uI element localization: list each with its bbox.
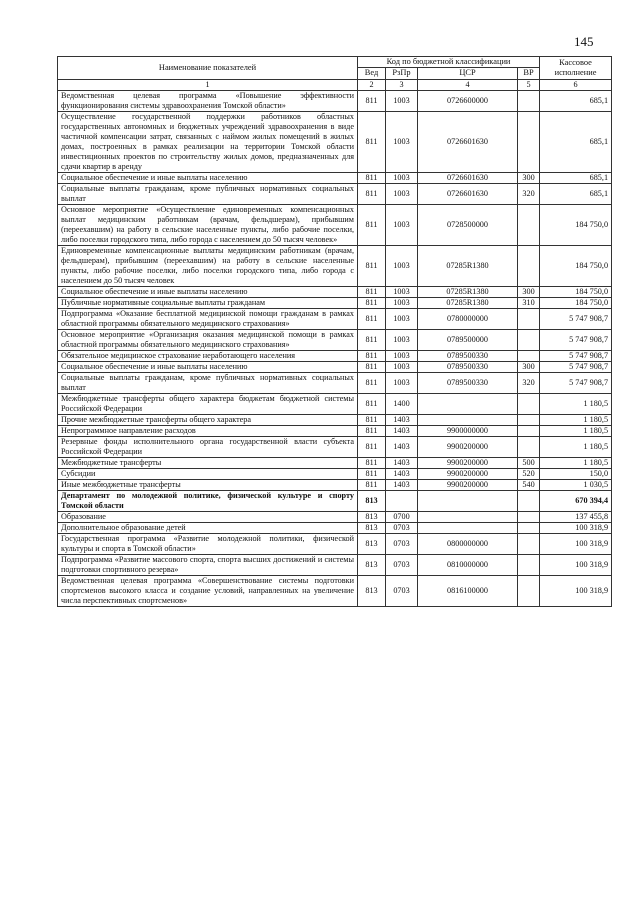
cell-name: Основное мероприятие «Осуществление единовременных компенсационных выплат медицинским работникам (врачам, фельдшерам), прибывшим (переехавшим) на работу в сельские населенные пункты, либо рабочие поселки, либо поселки городского типа, либо города с населением до 50 тысяч человек» <box>58 204 358 245</box>
cell-csr: 0789500000 <box>418 329 518 350</box>
cell-amount: 184 750,0 <box>540 297 612 308</box>
cell-vr <box>518 490 540 511</box>
cell-vr <box>518 393 540 414</box>
cell-rzpr <box>386 490 418 511</box>
cell-ved: 813 <box>358 490 386 511</box>
header-code-group: Код по бюджетной классификации <box>358 57 540 68</box>
cell-amount: 1 180,5 <box>540 425 612 436</box>
cell-csr: 0728500000 <box>418 204 518 245</box>
cell-amount: 100 318,9 <box>540 533 612 554</box>
table-row <box>58 575 612 606</box>
cell-amount: 1 180,5 <box>540 457 612 468</box>
cell-amount: 5 747 908,7 <box>540 350 612 361</box>
cell-amount: 1 030,5 <box>540 479 612 490</box>
cell-rzpr: 0703 <box>386 575 418 606</box>
cell-rzpr: 0700 <box>386 511 418 522</box>
cell-name: Департамент по молодежной политике, физической культуре и спорту Томской области <box>58 490 358 511</box>
cell-csr: 0726601630 <box>418 111 518 172</box>
cell-ved: 811 <box>358 468 386 479</box>
cell-name: Публичные нормативные социальные выплаты гражданам <box>58 297 358 308</box>
cell-ved: 811 <box>358 479 386 490</box>
cell-rzpr: 1003 <box>386 172 418 183</box>
cell-name: Социальное обеспечение и иные выплаты населению <box>58 286 358 297</box>
cell-vr <box>518 329 540 350</box>
cell-csr: 9900200000 <box>418 457 518 468</box>
cell-csr: 0726601630 <box>418 172 518 183</box>
cell-amount: 685,1 <box>540 183 612 204</box>
cell-csr: 9900200000 <box>418 436 518 457</box>
cell-vr <box>518 90 540 111</box>
cell-vr <box>518 414 540 425</box>
table-row <box>58 172 612 183</box>
cell-name: Социальное обеспечение и иные выплаты населению <box>58 172 358 183</box>
table-row <box>58 350 612 361</box>
cell-vr <box>518 245 540 286</box>
cell-ved: 813 <box>358 533 386 554</box>
cell-csr <box>418 414 518 425</box>
cell-vr: 540 <box>518 479 540 490</box>
cell-csr: 07285R1380 <box>418 297 518 308</box>
cell-csr: 0789500330 <box>418 372 518 393</box>
cell-ved: 813 <box>358 554 386 575</box>
cell-name: Субсидии <box>58 468 358 479</box>
cell-csr: 0789500330 <box>418 361 518 372</box>
table-row <box>58 111 612 172</box>
cell-amount: 685,1 <box>540 172 612 183</box>
cell-amount: 5 747 908,7 <box>540 308 612 329</box>
cell-name: Межбюджетные трансферты общего характера бюджетам бюджетной системы Российской Федерации <box>58 393 358 414</box>
cell-vr <box>518 204 540 245</box>
cell-csr <box>418 393 518 414</box>
header-num-1: 1 <box>58 79 358 90</box>
cell-ved: 811 <box>358 172 386 183</box>
cell-amount: 184 750,0 <box>540 245 612 286</box>
cell-ved: 811 <box>358 414 386 425</box>
cell-csr: 9900200000 <box>418 468 518 479</box>
cell-ved: 811 <box>358 329 386 350</box>
cell-name: Социальное обеспечение и иные выплаты населению <box>58 361 358 372</box>
cell-amount: 1 180,5 <box>540 393 612 414</box>
cell-vr <box>518 350 540 361</box>
cell-ved: 813 <box>358 522 386 533</box>
table-row <box>58 329 612 350</box>
cell-vr <box>518 522 540 533</box>
table-row <box>58 425 612 436</box>
cell-vr <box>518 511 540 522</box>
cell-csr: 0780000000 <box>418 308 518 329</box>
cell-name: Единовременные компенсационные выплаты медицинским работникам (врачам, фельдшерам), прибывшим (переехавшим) на работу в сельские населенные пункты, либо рабочие поселки, либо поселки городского типа, либо города с населением до 50 тысяч человек <box>58 245 358 286</box>
cell-csr <box>418 490 518 511</box>
cell-rzpr: 1403 <box>386 468 418 479</box>
cell-rzpr: 1003 <box>386 286 418 297</box>
cell-csr: 0726600000 <box>418 90 518 111</box>
cell-amount: 184 750,0 <box>540 204 612 245</box>
cell-name: Обязательное медицинское страхование неработающего населения <box>58 350 358 361</box>
cell-name: Подпрограмма «Развитие массового спорта, спорта высших достижений и системы подготовки спортивного резерва» <box>58 554 358 575</box>
cell-rzpr: 1003 <box>386 297 418 308</box>
header-num-3: 3 <box>386 79 418 90</box>
cell-amount: 100 318,9 <box>540 554 612 575</box>
table-row <box>58 479 612 490</box>
cell-name: Государственная программа «Развитие молодежной политики, физической культуры и спорта в Томской области» <box>58 533 358 554</box>
cell-ved: 811 <box>358 372 386 393</box>
table-row <box>58 436 612 457</box>
cell-ved: 811 <box>358 183 386 204</box>
cell-vr <box>518 111 540 172</box>
cell-amount: 685,1 <box>540 111 612 172</box>
cell-vr: 300 <box>518 361 540 372</box>
cell-name: Подпрограмма «Оказание бесплатной медицинской помощи гражданам в рамках областной программы обязательного медицинского страхования» <box>58 308 358 329</box>
cell-name: Прочие межбюджетные трансферты общего характера <box>58 414 358 425</box>
table-row <box>58 468 612 479</box>
cell-vr: 520 <box>518 468 540 479</box>
cell-ved: 811 <box>358 436 386 457</box>
table-row <box>58 554 612 575</box>
cell-vr <box>518 436 540 457</box>
table-row <box>58 393 612 414</box>
header-ved: Вед <box>358 68 386 79</box>
table-row <box>58 204 612 245</box>
header-amount: Кассовое исполнение <box>540 57 612 80</box>
cell-name: Ведомственная целевая программа «Совершенствование системы подготовки спортсменов высокого класса и создание условий, направленных на увеличение числа перспективных спортсменов» <box>58 575 358 606</box>
cell-amount: 100 318,9 <box>540 575 612 606</box>
cell-vr: 300 <box>518 286 540 297</box>
cell-vr: 300 <box>518 172 540 183</box>
cell-ved: 811 <box>358 393 386 414</box>
cell-ved: 811 <box>358 457 386 468</box>
cell-name: Социальные выплаты гражданам, кроме публичных нормативных социальных выплат <box>58 372 358 393</box>
cell-rzpr: 1003 <box>386 308 418 329</box>
table-row <box>58 533 612 554</box>
cell-amount: 100 318,9 <box>540 522 612 533</box>
header-name: Наименование показателей <box>58 57 358 80</box>
cell-rzpr: 1403 <box>386 436 418 457</box>
cell-ved: 811 <box>358 286 386 297</box>
cell-rzpr: 1400 <box>386 393 418 414</box>
cell-vr: 320 <box>518 183 540 204</box>
cell-amount: 670 394,4 <box>540 490 612 511</box>
cell-rzpr: 1403 <box>386 479 418 490</box>
cell-csr: 0800000000 <box>418 533 518 554</box>
header-num-5: 5 <box>518 79 540 90</box>
cell-rzpr: 0703 <box>386 522 418 533</box>
cell-vr: 310 <box>518 297 540 308</box>
table-row <box>58 297 612 308</box>
cell-name: Иные межбюджетные трансферты <box>58 479 358 490</box>
table-row <box>58 183 612 204</box>
cell-ved: 811 <box>358 361 386 372</box>
cell-vr: 500 <box>518 457 540 468</box>
cell-name: Образование <box>58 511 358 522</box>
cell-csr <box>418 522 518 533</box>
header-vr: ВР <box>518 68 540 79</box>
table-row <box>58 511 612 522</box>
cell-amount: 137 455,8 <box>540 511 612 522</box>
budget-table <box>57 56 612 607</box>
cell-name: Дополнительное образование детей <box>58 522 358 533</box>
cell-rzpr: 1003 <box>386 361 418 372</box>
cell-amount: 150,0 <box>540 468 612 479</box>
cell-vr <box>518 554 540 575</box>
header-num-6: 6 <box>540 79 612 90</box>
table-row <box>58 490 612 511</box>
cell-ved: 811 <box>358 245 386 286</box>
cell-csr: 07285R1380 <box>418 245 518 286</box>
cell-csr: 0810000000 <box>418 554 518 575</box>
table-row <box>58 372 612 393</box>
cell-csr: 07285R1380 <box>418 286 518 297</box>
cell-name: Осуществление государственной поддержки работников областных государственных автономных и бюджетных учреждений здравоохранения в виде частичной компенсации затрат, связанных с наймом жилых помещений в жилых домах, построенных в рамках реализации на территории Томской области инвестиционных проектов по строительству жилых домов, предназначенных для сдачи квартир в аренду <box>58 111 358 172</box>
cell-ved: 813 <box>358 511 386 522</box>
table-row <box>58 286 612 297</box>
cell-ved: 811 <box>358 90 386 111</box>
cell-name: Межбюджетные трансферты <box>58 457 358 468</box>
cell-ved: 811 <box>358 204 386 245</box>
cell-vr <box>518 533 540 554</box>
cell-ved: 811 <box>358 308 386 329</box>
cell-rzpr: 1003 <box>386 245 418 286</box>
cell-vr <box>518 575 540 606</box>
cell-rzpr: 1003 <box>386 329 418 350</box>
cell-rzpr: 1003 <box>386 350 418 361</box>
header-num-4: 4 <box>418 79 518 90</box>
cell-csr: 9900000000 <box>418 425 518 436</box>
cell-rzpr: 1003 <box>386 204 418 245</box>
cell-amount: 5 747 908,7 <box>540 372 612 393</box>
cell-rzpr: 1003 <box>386 90 418 111</box>
table-row <box>58 245 612 286</box>
cell-amount: 184 750,0 <box>540 286 612 297</box>
header-rzpr: РзПр <box>386 68 418 79</box>
header-csr: ЦСР <box>418 68 518 79</box>
cell-ved: 813 <box>358 575 386 606</box>
cell-csr: 0726601630 <box>418 183 518 204</box>
cell-rzpr: 0703 <box>386 533 418 554</box>
cell-name: Основное мероприятие «Организация оказания медицинской помощи в рамках областной программы обязательного медицинского страхования» <box>58 329 358 350</box>
table-row <box>58 522 612 533</box>
cell-amount: 5 747 908,7 <box>540 329 612 350</box>
page-number: 145 <box>574 34 594 49</box>
cell-name: Резервные фонды исполнительного органа государственной власти субъекта Российской Федерации <box>58 436 358 457</box>
cell-ved: 811 <box>358 297 386 308</box>
cell-vr: 320 <box>518 372 540 393</box>
cell-rzpr: 1403 <box>386 457 418 468</box>
cell-amount: 5 747 908,7 <box>540 361 612 372</box>
cell-amount: 685,1 <box>540 90 612 111</box>
cell-ved: 811 <box>358 350 386 361</box>
cell-vr <box>518 308 540 329</box>
cell-name: Ведомственная целевая программа «Повышение эффективности функционирования системы здравоохранения Томской области» <box>58 90 358 111</box>
cell-ved: 811 <box>358 111 386 172</box>
cell-rzpr: 1003 <box>386 372 418 393</box>
cell-csr: 0816100000 <box>418 575 518 606</box>
cell-vr <box>518 425 540 436</box>
cell-amount: 1 180,5 <box>540 436 612 457</box>
header-num-2: 2 <box>358 79 386 90</box>
cell-rzpr: 1403 <box>386 414 418 425</box>
cell-csr: 0789500330 <box>418 350 518 361</box>
table-row <box>58 90 612 111</box>
cell-name: Непрограммное направление расходов <box>58 425 358 436</box>
cell-csr <box>418 511 518 522</box>
table-row <box>58 361 612 372</box>
cell-rzpr: 1003 <box>386 183 418 204</box>
cell-ved: 811 <box>358 425 386 436</box>
cell-rzpr: 1003 <box>386 111 418 172</box>
table-row <box>58 414 612 425</box>
table-body <box>58 90 612 606</box>
table-row <box>58 457 612 468</box>
cell-rzpr: 1403 <box>386 425 418 436</box>
cell-name: Социальные выплаты гражданам, кроме публичных нормативных социальных выплат <box>58 183 358 204</box>
cell-rzpr: 0703 <box>386 554 418 575</box>
cell-csr: 9900200000 <box>418 479 518 490</box>
cell-amount: 1 180,5 <box>540 414 612 425</box>
table-row <box>58 308 612 329</box>
